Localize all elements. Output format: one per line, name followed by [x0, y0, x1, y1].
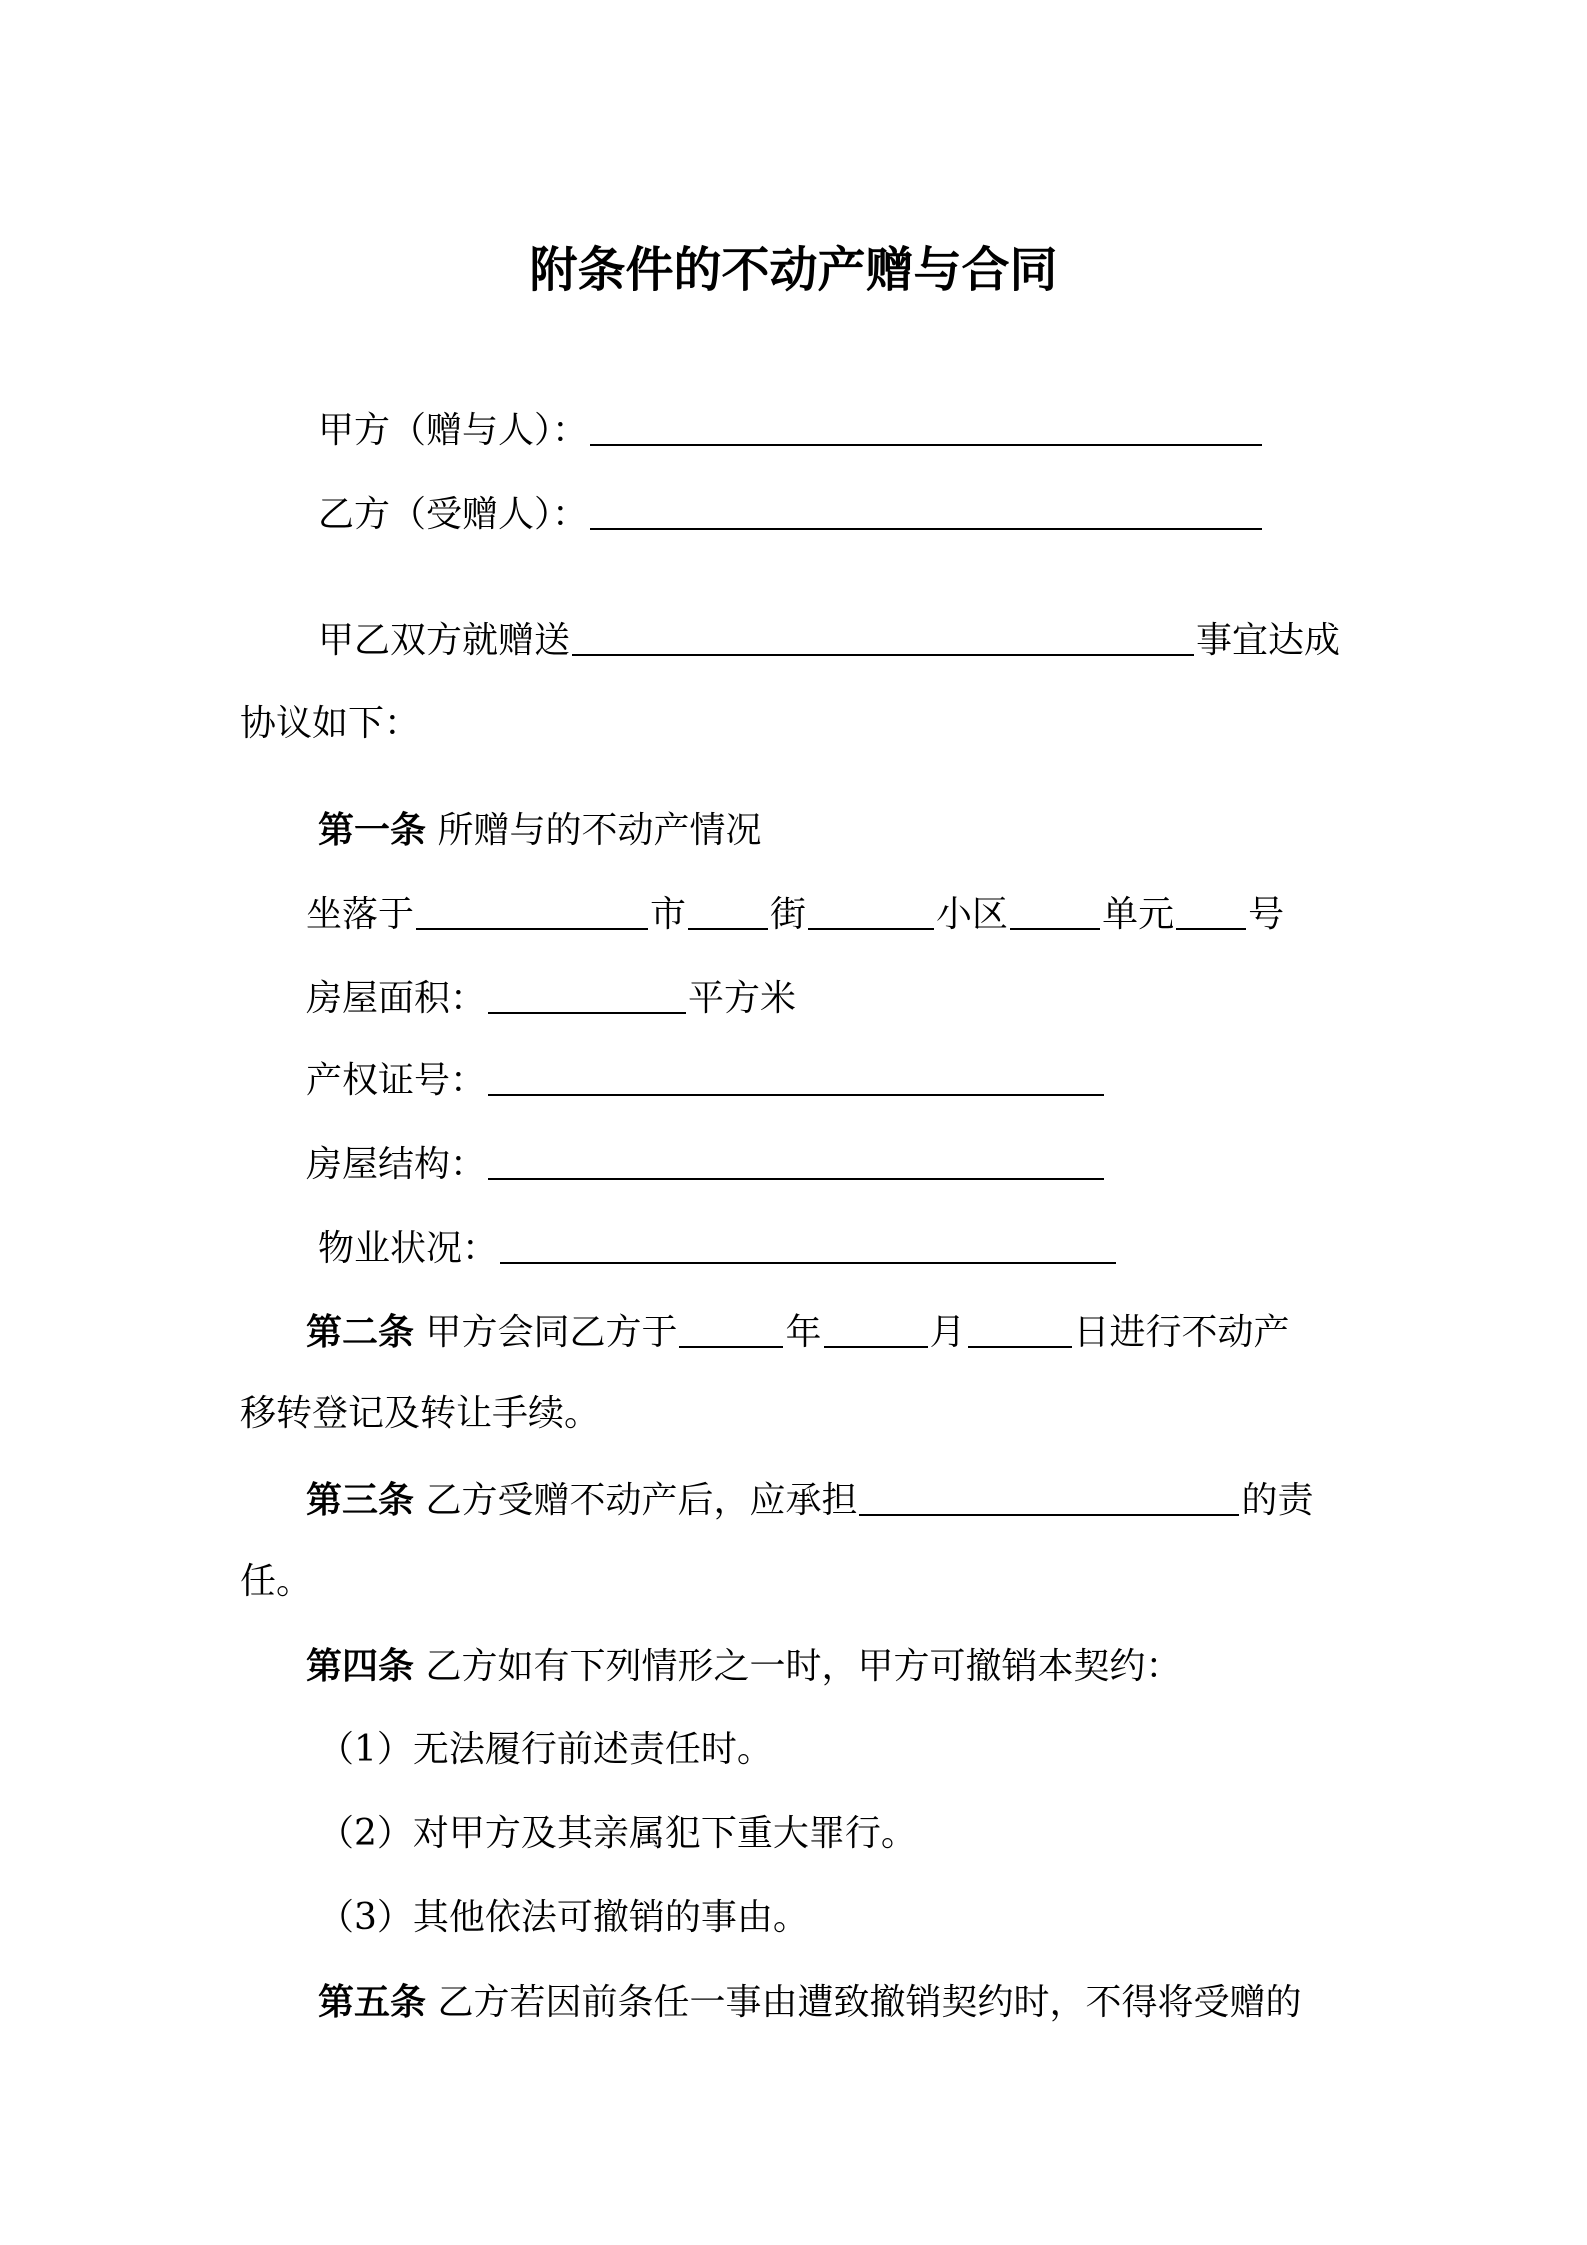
article-4-item-3: （3）其他依法可撤销的事由。 — [318, 1897, 809, 1938]
article-5-number: 第五条 — [318, 1981, 427, 2023]
article-1-heading — [318, 806, 761, 855]
location-blank[interactable] — [416, 892, 648, 930]
year-blank[interactable] — [679, 1310, 783, 1348]
area-blank[interactable] — [488, 976, 686, 1014]
article-5-line — [318, 1978, 1301, 2027]
street-blank[interactable] — [808, 892, 934, 930]
city-label: 市 — [650, 894, 687, 935]
area-line — [306, 972, 796, 1023]
article-3-line — [306, 1474, 1314, 1525]
unit-label: 单元 — [1102, 894, 1175, 935]
article-3-text-2: 的责 — [1241, 1480, 1314, 1521]
article-4-item-1: （1）无法履行前述责任时。 — [318, 1729, 773, 1770]
community-blank[interactable] — [1010, 892, 1100, 930]
street-label: 街 — [770, 894, 807, 935]
intro-line — [318, 614, 1340, 665]
article-2-number: 第二条 — [306, 1311, 415, 1353]
intro-line-2: 协议如下： — [240, 703, 421, 744]
party-a-label: 甲方（赠与人）： — [318, 410, 589, 451]
month-blank[interactable] — [824, 1310, 928, 1348]
property-label: 物业状况： — [318, 1228, 499, 1269]
community-label: 小区 — [936, 894, 1009, 935]
area-unit: 平方米 — [688, 978, 797, 1019]
certificate-line — [306, 1054, 1106, 1105]
structure-blank[interactable] — [488, 1142, 1104, 1180]
unit-blank[interactable] — [1176, 892, 1246, 930]
party-b-blank[interactable] — [590, 492, 1262, 530]
party-a-blank[interactable] — [590, 408, 1262, 446]
article-4-number: 第四条 — [306, 1645, 415, 1687]
structure-label: 房屋结构： — [306, 1144, 487, 1185]
article-5-text: 乙方若因前条任一事由遭致撤销契约时，不得将受赠的 — [437, 1982, 1302, 2023]
area-label: 房屋面积： — [306, 978, 487, 1019]
article-2-text-1: 甲方会同乙方于 — [425, 1312, 678, 1353]
number-label: 号 — [1248, 894, 1285, 935]
article-2-text-2: 日进行不动产 — [1073, 1312, 1290, 1353]
article-4-item-2: （2）对甲方及其亲属犯下重大罪行。 — [318, 1813, 917, 1854]
article-3-text-1: 乙方受赠不动产后，应承担 — [425, 1480, 858, 1521]
article-2-line-2: 移转登记及转让手续。 — [240, 1393, 601, 1434]
article-3-line-2: 任。 — [240, 1561, 313, 1602]
article-4-line — [306, 1642, 1181, 1691]
certificate-label: 产权证号： — [306, 1060, 487, 1101]
location-line — [306, 888, 1284, 939]
article-2-line — [306, 1306, 1290, 1357]
article-1-number: 第一条 — [318, 809, 427, 851]
day-blank[interactable] — [968, 1310, 1072, 1348]
intro-text-1: 甲乙双方就赠送 — [318, 620, 571, 661]
party-b-label: 乙方（受赠人）： — [318, 494, 589, 535]
article-1-text: 所赠与的不动产情况 — [437, 810, 762, 851]
party-b-line — [318, 488, 1264, 539]
certificate-blank[interactable] — [488, 1058, 1104, 1096]
property-blank[interactable] — [500, 1226, 1116, 1264]
location-label: 坐落于 — [306, 894, 415, 935]
article-3-number: 第三条 — [306, 1479, 415, 1521]
property-line — [318, 1222, 1118, 1273]
structure-line — [306, 1138, 1106, 1189]
year-label: 年 — [785, 1312, 822, 1353]
intro-text-2: 事宜达成 — [1196, 620, 1341, 661]
city-blank[interactable] — [688, 892, 768, 930]
document-title: 附条件的不动产赠与合同 — [529, 242, 1058, 298]
party-a-line — [318, 404, 1264, 455]
responsibility-blank[interactable] — [859, 1478, 1239, 1516]
article-4-text: 乙方如有下列情形之一时，甲方可撤销本契约： — [425, 1646, 1182, 1687]
month-label: 月 — [929, 1312, 966, 1353]
gift-matter-blank[interactable] — [572, 618, 1194, 656]
